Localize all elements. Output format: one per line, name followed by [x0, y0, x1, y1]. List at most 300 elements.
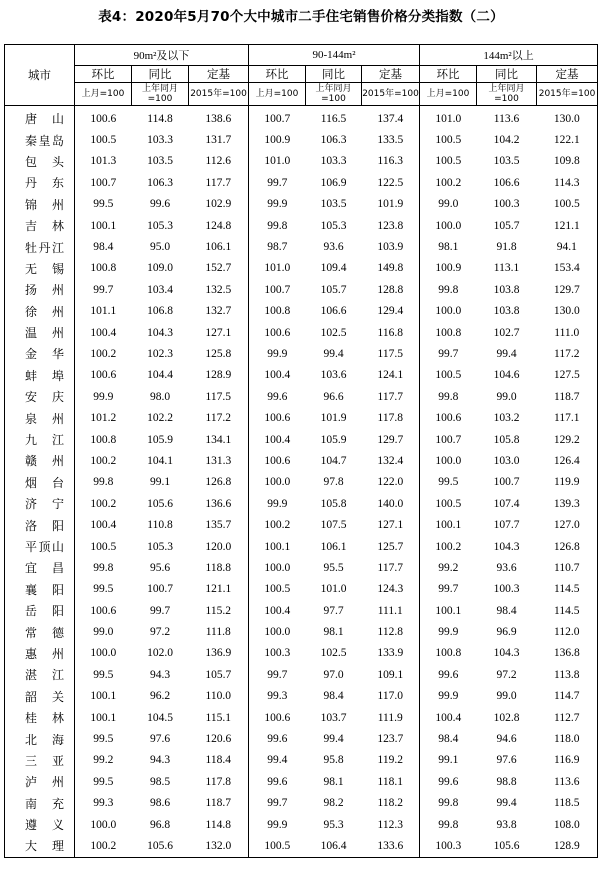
city-cell	[5, 279, 75, 300]
value-cell: 125.8	[189, 343, 249, 364]
value-cell: 100.0	[264, 626, 291, 639]
value-cell: 96.6	[323, 390, 344, 403]
city-cell	[5, 429, 75, 450]
value-cell: 105.3	[147, 219, 173, 232]
value-cell: 100.6	[264, 711, 291, 724]
value-cell: 101.9	[362, 194, 420, 215]
value-cell: 96.2	[149, 690, 171, 703]
base-header: 2015年=100	[537, 83, 598, 106]
value-cell: 99.5	[93, 583, 114, 596]
value-cell: 97.2	[149, 626, 171, 639]
value-cell: 133.6	[362, 835, 420, 857]
value-cell: 102.7	[493, 326, 520, 339]
value-cell: 99.9	[438, 690, 459, 703]
value-cell: 99.4	[496, 797, 517, 810]
value-cell: 106.8	[147, 305, 173, 318]
table-row	[5, 429, 598, 450]
value-cell: 101.0	[435, 112, 462, 125]
value-cell: 100.5	[264, 583, 291, 596]
value-cell: 99.6	[438, 775, 459, 788]
value-cell: 100.0	[264, 561, 291, 574]
value-cell: 102.3	[147, 347, 173, 360]
value-cell: 128.9	[537, 835, 598, 857]
value-cell: 105.7	[189, 664, 249, 685]
value-cell: 99.9	[438, 626, 459, 639]
city-cell	[5, 365, 75, 386]
city-name: 大 理	[25, 839, 64, 854]
value-cell: 124.8	[189, 215, 249, 236]
value-cell: 101.2	[90, 412, 117, 425]
value-cell: 101.1	[90, 305, 117, 318]
city-name: 扬 州	[25, 283, 64, 298]
value-cell: 114.7	[537, 686, 598, 707]
value-cell: 129.4	[362, 301, 420, 322]
city-name: 泸 州	[25, 775, 64, 790]
value-cell: 100.1	[90, 690, 117, 703]
value-cell: 109.0	[147, 262, 173, 275]
value-cell: 100.0	[264, 476, 291, 489]
value-cell: 132.7	[189, 301, 249, 322]
city-name: 唐 山	[25, 112, 64, 127]
value-cell: 106.6	[493, 176, 520, 189]
value-cell: 116.8	[362, 322, 420, 343]
value-cell: 118.8	[189, 557, 249, 578]
value-cell: 100.0	[435, 305, 462, 318]
value-cell: 98.2	[323, 797, 344, 810]
value-cell: 105.6	[147, 497, 173, 510]
table-row	[5, 472, 598, 493]
value-cell: 93.6	[496, 561, 517, 574]
city-cell	[5, 536, 75, 557]
city-cell	[5, 322, 75, 343]
value-cell: 96.8	[149, 818, 171, 831]
value-cell: 100.7	[435, 433, 462, 446]
city-name: 牡 丹 江	[25, 240, 64, 255]
value-cell: 99.5	[93, 668, 114, 681]
value-cell: 117.2	[189, 407, 249, 428]
table-row	[5, 557, 598, 578]
value-cell: 110.0	[189, 686, 249, 707]
sub-header: 环比	[75, 66, 132, 83]
value-cell: 117.5	[362, 343, 420, 364]
base-header: 上年同月=100	[477, 83, 537, 106]
value-cell: 94.6	[496, 733, 517, 746]
value-cell: 103.3	[320, 155, 347, 168]
value-cell: 99.5	[93, 198, 114, 211]
value-cell: 100.5	[537, 194, 598, 215]
value-cell: 101.9	[320, 412, 347, 425]
value-cell: 132.5	[189, 279, 249, 300]
city-name: 洛 阳	[25, 518, 64, 533]
sub-header: 同比	[306, 66, 362, 83]
value-cell: 133.5	[362, 129, 420, 150]
value-cell: 128.8	[362, 279, 420, 300]
city-cell	[5, 664, 75, 685]
value-cell: 103.2	[493, 412, 520, 425]
value-cell: 107.7	[493, 519, 520, 532]
city-cell	[5, 557, 75, 578]
value-cell: 99.8	[438, 818, 459, 831]
value-cell: 99.7	[267, 176, 288, 189]
table-row	[5, 536, 598, 557]
city-cell	[5, 750, 75, 771]
value-cell: 114.5	[537, 600, 598, 621]
value-cell: 153.4	[537, 258, 598, 279]
value-cell: 117.0	[362, 686, 420, 707]
value-cell: 103.7	[320, 711, 347, 724]
value-cell: 101.3	[90, 155, 117, 168]
value-cell: 114.8	[189, 814, 249, 835]
city-cell	[5, 450, 75, 471]
city-cell	[5, 172, 75, 193]
city-name: 包 头	[25, 154, 64, 169]
value-cell: 128.9	[189, 365, 249, 386]
value-cell: 97.2	[496, 668, 517, 681]
value-cell: 100.5	[435, 134, 462, 147]
table-row	[5, 643, 598, 664]
value-cell: 118.5	[537, 793, 598, 814]
city-cell	[5, 215, 75, 236]
table-row	[5, 365, 598, 386]
value-cell: 99.7	[267, 797, 288, 810]
city-cell	[5, 106, 75, 130]
value-cell: 99.9	[267, 818, 288, 831]
value-cell: 99.6	[438, 668, 459, 681]
value-cell: 114.8	[147, 112, 173, 125]
value-cell: 99.8	[438, 283, 459, 296]
city-name: 泉 州	[25, 411, 64, 426]
value-cell: 98.5	[149, 775, 171, 788]
value-cell: 139.3	[537, 493, 598, 514]
value-cell: 106.4	[306, 835, 362, 857]
value-cell: 131.7	[189, 129, 249, 150]
value-cell: 100.8	[264, 305, 291, 318]
value-cell: 99.1	[149, 476, 171, 489]
value-cell: 126.8	[537, 536, 598, 557]
city-name: 韶 关	[25, 689, 64, 704]
value-cell: 111.1	[362, 600, 420, 621]
sub-header: 定基	[537, 66, 598, 83]
value-cell: 99.7	[438, 347, 459, 360]
value-cell: 105.7	[493, 219, 520, 232]
city-cell	[5, 514, 75, 535]
value-cell: 109.4	[320, 262, 347, 275]
value-cell: 117.8	[189, 771, 249, 792]
value-cell: 123.7	[362, 728, 420, 749]
value-cell: 99.8	[93, 476, 114, 489]
value-cell: 99.1	[438, 754, 459, 767]
value-cell: 115.1	[189, 707, 249, 728]
value-cell: 113.6	[493, 112, 520, 125]
table-row	[5, 279, 598, 300]
table-row	[5, 579, 598, 600]
value-cell: 120.6	[189, 728, 249, 749]
city-name: 岳 阳	[25, 604, 64, 619]
value-cell: 99.5	[93, 775, 114, 788]
city-name: 徐 州	[25, 304, 64, 319]
value-cell: 105.7	[320, 283, 347, 296]
value-cell: 100.6	[264, 454, 291, 467]
table-row	[5, 793, 598, 814]
value-cell: 103.8	[493, 305, 520, 318]
value-cell: 99.2	[438, 561, 459, 574]
value-cell: 117.7	[362, 386, 420, 407]
value-cell: 149.8	[362, 258, 420, 279]
value-cell: 99.0	[93, 626, 114, 639]
value-cell: 100.3	[420, 835, 477, 857]
value-cell: 100.4	[90, 519, 117, 532]
value-cell: 117.7	[189, 172, 249, 193]
table-row	[5, 493, 598, 514]
value-cell: 99.9	[267, 198, 288, 211]
value-cell: 99.0	[496, 690, 517, 703]
table-row	[5, 621, 598, 642]
value-cell: 104.3	[493, 647, 520, 660]
value-cell: 97.0	[323, 668, 344, 681]
city-cell	[5, 301, 75, 322]
value-cell: 107.5	[320, 519, 347, 532]
table-title: 表4：2020年5月70个大中城市二手住宅销售价格分类指数（二）	[98, 9, 504, 25]
table-row	[5, 172, 598, 193]
city-name: 北 海	[25, 732, 64, 747]
value-cell: 135.7	[189, 514, 249, 535]
value-cell: 136.8	[537, 643, 598, 664]
value-cell: 100.5	[90, 134, 117, 147]
value-cell: 98.1	[323, 626, 344, 639]
value-cell: 123.8	[362, 215, 420, 236]
table-row	[5, 215, 598, 236]
city-column-header: 城市	[5, 45, 75, 106]
value-cell: 106.1	[320, 540, 347, 553]
value-cell: 113.6	[537, 771, 598, 792]
value-cell: 100.0	[90, 647, 117, 660]
group-header-medium: 90-144m²	[249, 45, 420, 66]
value-cell: 99.5	[93, 733, 114, 746]
value-cell: 105.3	[320, 219, 347, 232]
table-row	[5, 728, 598, 749]
city-name: 惠 州	[25, 646, 64, 661]
city-name: 蚌 埠	[25, 368, 64, 383]
value-cell: 101.0	[264, 155, 291, 168]
value-cell: 112.6	[189, 151, 249, 172]
value-cell: 103.5	[147, 155, 173, 168]
city-cell	[5, 236, 75, 257]
value-cell: 99.2	[93, 754, 114, 767]
city-name: 平 顶 山	[25, 540, 64, 554]
city-cell	[5, 707, 75, 728]
value-cell: 100.8	[90, 262, 117, 275]
value-cell: 100.0	[435, 219, 462, 232]
value-cell: 127.0	[537, 514, 598, 535]
table-row	[5, 600, 598, 621]
city-name: 温 州	[25, 326, 64, 341]
value-cell: 99.8	[93, 561, 114, 574]
value-cell: 99.3	[93, 797, 114, 810]
value-cell: 103.9	[362, 236, 420, 257]
city-cell	[5, 194, 75, 215]
table-row	[5, 686, 598, 707]
value-cell: 99.8	[438, 797, 459, 810]
sub-header: 定基	[189, 66, 249, 83]
city-name: 安 庆	[25, 390, 64, 405]
value-cell: 134.1	[189, 429, 249, 450]
value-cell: 100.8	[435, 647, 462, 660]
value-cell: 100.1	[90, 711, 117, 724]
value-cell: 132.4	[362, 450, 420, 471]
table-row	[5, 750, 598, 771]
value-cell: 137.4	[362, 106, 420, 130]
city-cell	[5, 793, 75, 814]
value-cell: 105.6	[132, 835, 189, 857]
table-row	[5, 236, 598, 257]
value-cell: 117.5	[189, 386, 249, 407]
value-cell: 99.4	[323, 733, 344, 746]
group-header-small: 90m²及以下	[75, 45, 249, 66]
value-cell: 102.5	[320, 326, 347, 339]
value-cell: 99.4	[496, 347, 517, 360]
value-cell: 117.7	[362, 557, 420, 578]
value-cell: 121.1	[189, 579, 249, 600]
value-cell: 99.6	[267, 390, 288, 403]
value-cell: 120.0	[189, 536, 249, 557]
value-cell: 118.1	[362, 771, 420, 792]
table-row	[5, 707, 598, 728]
base-header: 2015年=100	[362, 83, 420, 106]
value-cell: 104.6	[493, 369, 520, 382]
value-cell: 100.9	[435, 262, 462, 275]
value-cell: 98.8	[496, 775, 517, 788]
value-cell: 116.5	[320, 112, 347, 125]
value-cell: 110.8	[147, 519, 173, 532]
value-cell: 97.8	[323, 476, 344, 489]
value-cell: 100.6	[264, 412, 291, 425]
value-cell: 94.3	[149, 754, 171, 767]
value-cell: 105.6	[477, 835, 537, 857]
city-name: 锦 州	[25, 197, 64, 212]
value-cell: 114.3	[537, 172, 598, 193]
value-cell: 152.7	[189, 258, 249, 279]
value-cell: 116.3	[362, 151, 420, 172]
city-cell	[5, 343, 75, 364]
value-cell: 105.3	[147, 540, 173, 553]
value-cell: 129.7	[362, 429, 420, 450]
value-cell: 98.4	[323, 690, 344, 703]
value-cell: 129.2	[537, 429, 598, 450]
city-cell	[5, 814, 75, 835]
value-cell: 130.0	[537, 301, 598, 322]
value-cell: 100.2	[90, 347, 117, 360]
city-name: 襄 阳	[25, 582, 64, 597]
city-cell	[5, 600, 75, 621]
value-cell: 99.6	[267, 775, 288, 788]
value-cell: 99.6	[149, 198, 171, 211]
base-header: 上月=100	[420, 83, 477, 106]
city-name: 秦 皇 岛	[25, 133, 64, 148]
value-cell: 101.0	[320, 583, 347, 596]
value-cell: 100.5	[435, 497, 462, 510]
value-cell: 122.0	[362, 472, 420, 493]
value-cell: 110.7	[537, 557, 598, 578]
value-cell: 100.2	[90, 497, 117, 510]
value-cell: 95.8	[323, 754, 344, 767]
value-cell: 100.1	[435, 519, 462, 532]
value-cell: 98.4	[93, 241, 114, 254]
city-name: 遵 义	[25, 818, 64, 833]
value-cell: 117.1	[537, 407, 598, 428]
value-cell: 100.4	[90, 326, 117, 339]
value-cell: 104.4	[147, 369, 173, 382]
value-cell: 118.7	[189, 793, 249, 814]
value-cell: 105.9	[320, 433, 347, 446]
table-row	[5, 343, 598, 364]
value-cell: 91.8	[496, 241, 517, 254]
value-cell: 122.1	[537, 129, 598, 150]
value-cell: 104.5	[147, 711, 173, 724]
value-cell: 103.5	[493, 155, 520, 168]
value-cell: 99.7	[438, 583, 459, 596]
value-cell: 124.1	[362, 365, 420, 386]
table-row	[5, 407, 598, 428]
value-cell: 94.3	[149, 668, 171, 681]
value-cell: 95.0	[149, 241, 171, 254]
city-name: 宜 昌	[25, 561, 64, 576]
value-cell: 100.4	[264, 369, 291, 382]
value-cell: 99.7	[93, 283, 114, 296]
table-row	[5, 322, 598, 343]
value-cell: 100.8	[90, 433, 117, 446]
value-cell: 100.0	[435, 454, 462, 467]
value-cell: 100.7	[493, 476, 520, 489]
value-cell: 100.4	[435, 711, 462, 724]
value-cell: 102.9	[189, 194, 249, 215]
base-header: 上月=100	[249, 83, 306, 106]
city-name: 常 德	[25, 625, 64, 640]
value-cell: 99.8	[267, 219, 288, 232]
value-cell: 118.7	[537, 386, 598, 407]
value-cell: 99.4	[267, 754, 288, 767]
value-cell: 95.5	[323, 561, 344, 574]
value-cell: 99.7	[267, 668, 288, 681]
value-cell: 104.1	[147, 454, 173, 467]
city-name: 赣 州	[25, 454, 64, 469]
value-cell: 111.0	[537, 322, 598, 343]
value-cell: 103.5	[320, 198, 347, 211]
value-cell: 99.5	[438, 476, 459, 489]
value-cell: 99.9	[267, 347, 288, 360]
value-cell: 97.6	[149, 733, 171, 746]
value-cell: 127.1	[189, 322, 249, 343]
value-cell: 100.3	[493, 583, 520, 596]
value-cell: 133.9	[362, 643, 420, 664]
value-cell: 103.0	[493, 454, 520, 467]
value-cell: 113.8	[537, 664, 598, 685]
value-cell: 95.3	[323, 818, 344, 831]
value-cell: 100.6	[264, 326, 291, 339]
value-cell: 98.4	[438, 733, 459, 746]
value-cell: 112.0	[537, 621, 598, 642]
value-cell: 115.2	[189, 600, 249, 621]
value-cell: 103.6	[320, 369, 347, 382]
value-cell: 100.6	[90, 369, 117, 382]
value-cell: 136.6	[189, 493, 249, 514]
value-cell: 99.8	[438, 390, 459, 403]
value-cell: 113.1	[493, 262, 520, 275]
city-name: 丹 东	[25, 176, 64, 191]
value-cell: 100.0	[90, 818, 117, 831]
value-cell: 127.1	[362, 514, 420, 535]
value-cell: 118.2	[362, 793, 420, 814]
city-cell	[5, 579, 75, 600]
